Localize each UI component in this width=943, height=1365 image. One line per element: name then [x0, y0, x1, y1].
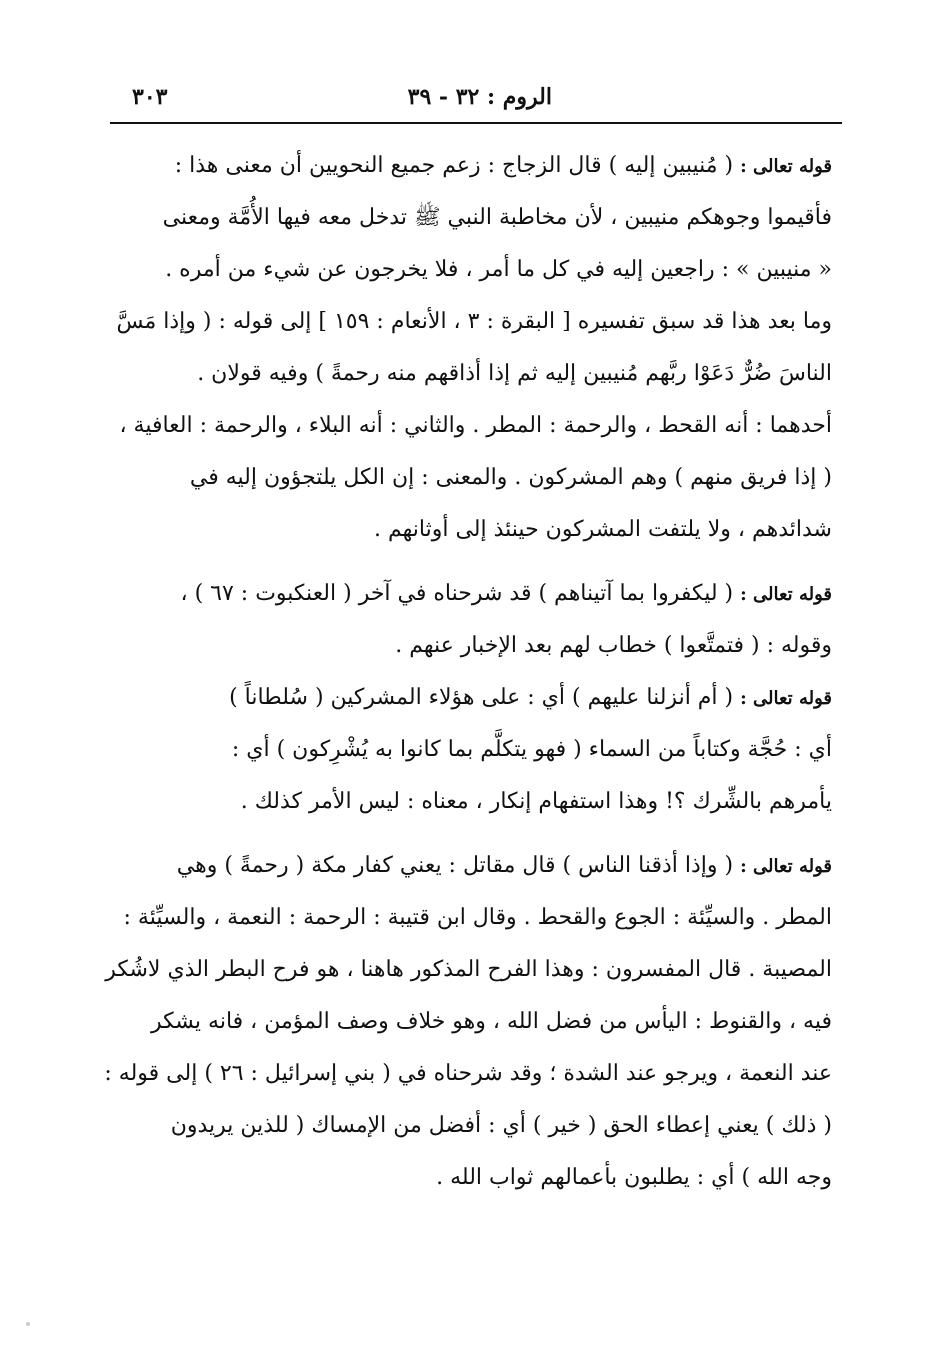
line-text: عند النعمة ، ويرجو عند الشدة ؛ وقد شرحناه في ( بني إسرائيل : ٢٦ ) إلى قوله :	[104, 1061, 832, 1086]
verse-lead: قوله تعالى :	[740, 856, 832, 877]
scan-speck	[26, 1322, 30, 1326]
line-text: يأمرهم بالشِّرك ؟! وهذا استفهام إنكار ، معناه : ليس الأمر كذلك .	[240, 789, 832, 814]
text-line	[100, 724, 832, 776]
line-text: فأقيموا وجوهكم منيبين ، لأن مخاطبة النبي ﷺ تدخل معه فيها الأُمَّة ومعنى	[162, 205, 832, 230]
line-text: وما بعد هذا قد سبق تفسيره [ البقرة : ٣ ، الأنعام : ١٥٩ ] إلى قوله : ( وإذا مَسَّ	[116, 309, 832, 334]
text-line	[100, 996, 832, 1048]
line-text: ( وإذا أذقنا الناس ) قال مقاتل : يعني كفار مكة ( رحمةً ) وهي	[176, 853, 741, 878]
text-line	[100, 568, 832, 620]
text-line	[100, 1152, 832, 1204]
line-text: المصيبة . قال المفسرون : وهذا الفرح المذكور هاهنا ، هو فرح البطر الذي لاشُكر	[105, 957, 832, 982]
body-text	[100, 140, 832, 1204]
text-line	[100, 348, 832, 400]
line-text: فيه ، والقنوط : اليأس من فضل الله ، وهو خلاف وصف المؤمن ، فانه يشكر	[151, 1009, 832, 1034]
line-text: وقوله : ( فتمتَّعوا ) خطاب لهم بعد الإخبار عنهم .	[395, 633, 832, 658]
line-text: الناسَ ضُرٌّ دَعَوْا ربَّهم مُنيبين إليه ثم إذا أذاقهم منه رحمةً ) وفيه قولان .	[197, 361, 832, 386]
text-line	[100, 944, 832, 996]
text-line	[100, 840, 832, 892]
running-title: الروم : ٣٢ - ٣٩	[407, 84, 552, 110]
text-line	[100, 296, 832, 348]
text-line	[100, 620, 832, 672]
line-text: أحدهما : أنه القحط ، والرحمة : المطر . والثاني : أنه البلاء ، والرحمة : العافية ،	[119, 413, 832, 438]
line-text: ( ذلك ) يعني إعطاء الحق ( خير ) أي : أفضل من الإمساك ( للذين يريدون	[170, 1113, 832, 1138]
text-line	[100, 892, 832, 944]
text-line	[100, 244, 832, 296]
line-text: ( أم أنزلنا عليهم ) أي : على هؤلاء المشركين ( سُلطاناً )	[229, 685, 741, 710]
line-text: وجه الله ) أي : يطلبون بأعمالهم ثواب الله .	[436, 1165, 832, 1190]
verse-lead: قوله تعالى :	[740, 156, 832, 177]
text-line	[100, 140, 832, 192]
text-line	[100, 400, 832, 452]
line-text: المطر . والسيِّئة : الجوع والقحط . وقال ابن قتيبة : الرحمة : النعمة ، والسيِّئة :	[123, 905, 832, 930]
text-line	[100, 504, 832, 556]
text-line	[100, 192, 832, 244]
page-number: ٣٠٣	[132, 84, 168, 110]
line-text: « منيبين » : راجعين إليه في كل ما أمر ، فلا يخرجون عن شيء من أمره .	[165, 257, 832, 282]
text-line	[100, 1100, 832, 1152]
verse-lead: قوله تعالى :	[740, 688, 832, 709]
text-line	[100, 776, 832, 828]
verse-lead: قوله تعالى :	[740, 584, 832, 605]
page-header	[110, 84, 842, 120]
line-text: ( مُنيبين إليه ) قال الزجاج : زعم جميع النحويين أن معنى هذا :	[174, 153, 741, 178]
header-rule	[110, 122, 842, 124]
text-line	[100, 672, 832, 724]
line-text: أي : حُجَّة وكتاباً من السماء ( فهو يتكلَّم بما كانوا به يُشْرِكون ) أي :	[231, 737, 832, 762]
line-text: ( ليكفروا بما آتيناهم ) قد شرحناه في آخر ( العنكبوت : ٦٧ ) ،	[180, 581, 741, 606]
line-text: شدائدهم ، ولا يلتفت المشركون حينئذ إلى أوثانهم .	[374, 517, 832, 542]
text-line	[100, 452, 832, 504]
line-text: ( إذا فريق منهم ) وهم المشركون . والمعنى : إن الكل يلتجؤون إليه في	[189, 465, 832, 490]
text-line	[100, 1048, 832, 1100]
